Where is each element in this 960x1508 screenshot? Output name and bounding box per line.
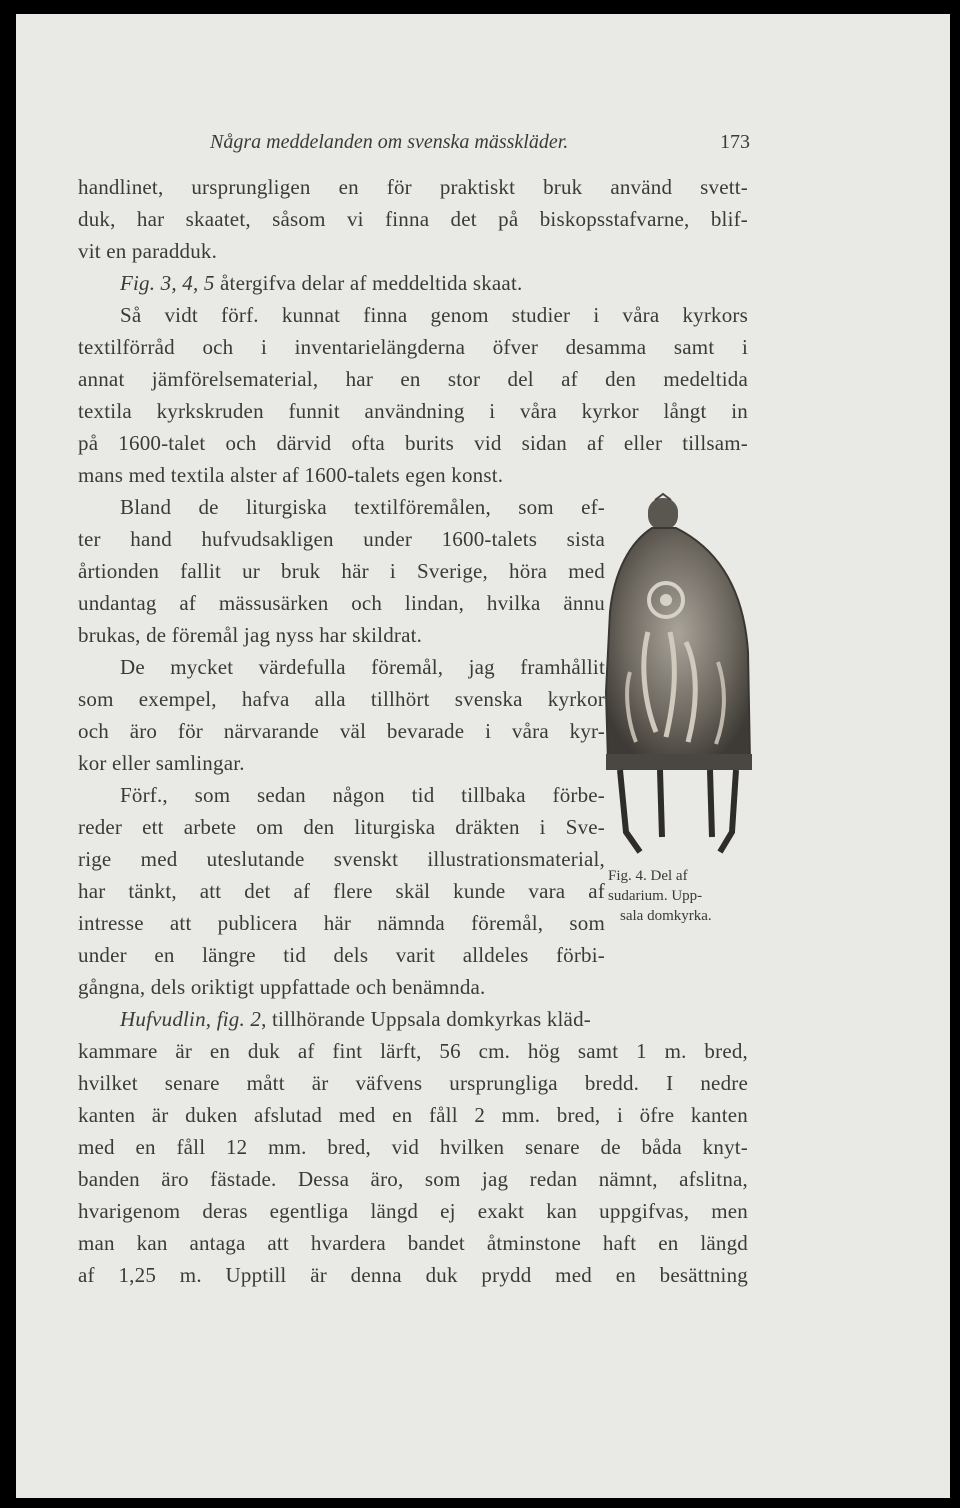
text-line: har tänkt, att det af flere skäl kunde vara af xyxy=(78,879,605,903)
text-line: på 1600-talet och därvid ofta burits vid sidan af eller tillsam- xyxy=(78,431,748,455)
figure-reference: Fig. 3, 4, 5 xyxy=(120,271,215,295)
text-line: handlinet, ursprungligen en för praktiskt bruk använd svett- xyxy=(78,175,748,199)
text-line: banden äro fästade. Dessa äro, som jag redan nämnt, afslitna, xyxy=(78,1167,748,1191)
cloth-body xyxy=(606,528,750,762)
text-line: duk, har skaatet, såsom vi finna det på biskopsstafvarne, blif- xyxy=(78,207,748,231)
sudarium-figure xyxy=(600,492,760,862)
text-line: kor eller samlingar. xyxy=(78,751,245,775)
text-span: återgifva delar af meddeltida skaat. xyxy=(220,271,523,295)
text-line: rige med uteslutande svenskt illustrationsmaterial, xyxy=(78,847,605,871)
cloth-hem xyxy=(606,754,752,770)
text-line: gångna, dels oriktigt uppfattade och benämnda. xyxy=(78,975,486,999)
text-line: annat jämförelsematerial, har en stor del af den medeltida xyxy=(78,367,748,391)
text-line: årtionden fallit ur bruk här i Sverige, höra med xyxy=(78,559,605,583)
running-header xyxy=(210,127,750,157)
text-line: textila kyrkskruden funnit användning i våra kyrkor långt in xyxy=(78,399,748,423)
text-line: man kan antaga att hvardera bandet åtminstone haft en längd xyxy=(78,1231,748,1255)
text-line: reder ett arbete om den liturgiska dräkten i Sve- xyxy=(78,815,605,839)
text-line xyxy=(120,1002,591,1036)
text-line: med en fåll 12 mm. bred, vid hvilken senare de båda knyt- xyxy=(78,1135,748,1159)
caption-line: sudarium. Upp- xyxy=(608,888,703,904)
text-line: De mycket värdefulla föremål, jag framhållit xyxy=(120,655,605,679)
figure-reference: Hufvudlin, fig. 2 xyxy=(120,1007,262,1031)
tie-bands xyxy=(620,770,736,852)
running-title: Några meddelanden om svenska mässkläder. xyxy=(210,131,569,153)
page-number: 173 xyxy=(720,131,750,153)
text-line: kammare är en duk af fint lärft, 56 cm. hög samt 1 m. bred, xyxy=(78,1039,748,1063)
text-line: vit en paradduk. xyxy=(78,239,218,263)
text-line: Bland de liturgiska textilföremålen, som ef- xyxy=(120,495,605,519)
text-line: och äro för närvarande väl bevarade i våra kyr- xyxy=(78,719,605,743)
text-line: som exempel, hafva alla tillhört svenska kyrkor xyxy=(78,687,605,711)
text-line: Så vidt förf. kunnat finna genom studier i våra kyrkors xyxy=(120,303,748,327)
text-line: hvilket senare mått är väfvens ursprungliga bredd. I nedre xyxy=(78,1071,748,1095)
text-line xyxy=(120,266,522,300)
figure-caption xyxy=(608,866,758,926)
text-line: undantag af mässusärken och lindan, hvilka ännu xyxy=(78,591,605,615)
text-line: intresse att publicera här nämnda föremål, som xyxy=(78,911,605,935)
tassel-knob xyxy=(648,498,678,530)
caption-line: sala domkyrka. xyxy=(620,908,712,924)
text-line: af 1,25 m. Upptill är denna duk prydd med en besättning xyxy=(78,1263,748,1287)
text-line: under en längre tid dels varit alldeles förbi- xyxy=(78,943,605,967)
rosette-center xyxy=(660,594,672,606)
text-line: ter hand hufvudsakligen under 1600-talets sista xyxy=(78,527,605,551)
text-line: textilförråd och i inventarielängderna öfver desamma samt i xyxy=(78,335,748,359)
caption-line: Fig. 4. Del af xyxy=(608,868,688,884)
text-line: hvarigenom deras egentliga längd ej exakt kan uppgifvas, men xyxy=(78,1199,748,1223)
text-line: mans med textila alster af 1600-talets egen konst. xyxy=(78,463,504,487)
text-line: Förf., som sedan någon tid tillbaka förbe- xyxy=(120,783,605,807)
text-line: kanten är duken afslutad med en fåll 2 mm. bred, i öfre kanten xyxy=(78,1103,748,1127)
text-span: , tillhörande Uppsala domkyrkas kläd- xyxy=(261,1007,591,1031)
text-line: brukas, de föremål jag nyss har skildrat. xyxy=(78,623,423,647)
